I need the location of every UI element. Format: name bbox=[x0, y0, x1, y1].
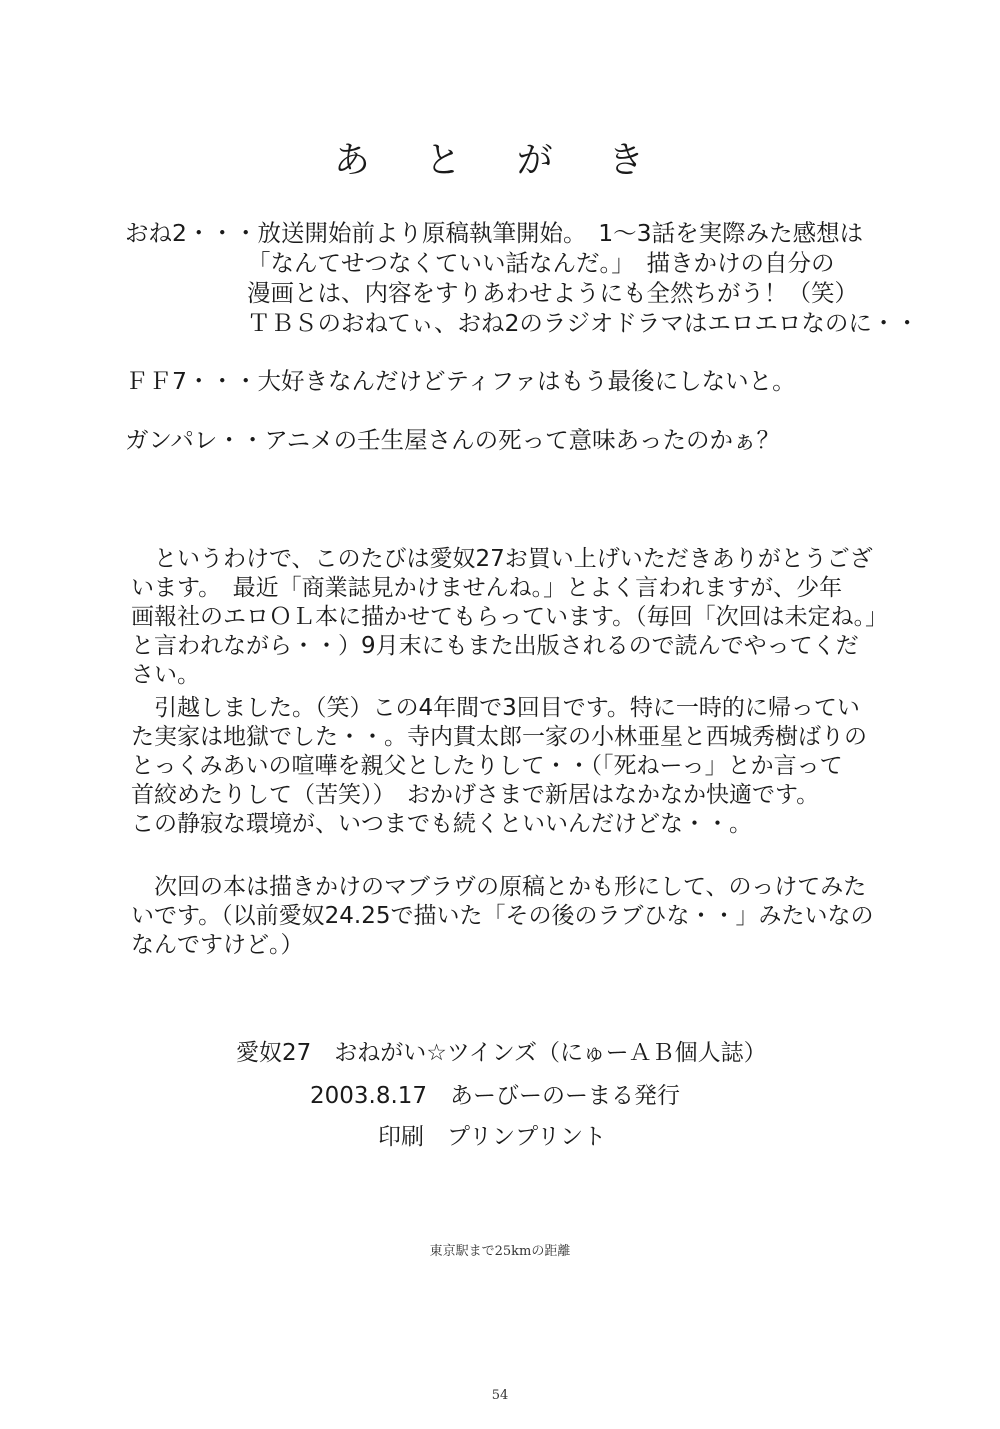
paragraph-line: 首絞めたりして（苦笑）） おかげさまで新居はなかなか快適です。 bbox=[131, 782, 820, 808]
paragraph-line: この静寂な環境が、いつまでも続くといいんだけどな・・。 bbox=[131, 811, 752, 837]
note-line: おね2・・・放送開始前より原稿執筆開始。 1〜3話を実際みた感想は bbox=[125, 219, 864, 247]
paragraph-line: 引越しました。（笑）この4年間で3回目です。特に一時的に帰ってい bbox=[131, 695, 860, 721]
colophon-issue-date: 2003.8.17 あーびーのーまる発行 bbox=[310, 1083, 681, 1109]
note-line: 漫画とは、内容をすりあわせようにも全然ちがう！（笑） bbox=[247, 279, 858, 307]
footnote: 東京駅まで25kmの距離 bbox=[429, 1244, 571, 1259]
colophon-book-title: 愛奴27 おねがい☆ツインズ（にゅーＡＢ個人誌） bbox=[236, 1040, 767, 1066]
note-ff7: ＦＦ7・・・大好きなんだけどティファはもう最後にしないと。 bbox=[125, 367, 796, 395]
colophon-printer: 印刷 プリンプリント bbox=[378, 1124, 607, 1150]
paragraph-next-book bbox=[131, 873, 941, 960]
paragraph-line: います。 最近「商業誌見かけませんね。」とよく言われますが、少年 bbox=[131, 575, 843, 601]
paragraph-line: とっくみあいの喧嘩を親父としたりして・・（「死ねーっ」とか言って bbox=[131, 753, 843, 779]
note-one2 bbox=[125, 218, 975, 338]
note-ganpare: ガンパレ・・アニメの壬生屋さんの死って意味あったのかぁ？ bbox=[125, 426, 780, 454]
paragraph-line: というわけで、このたびは愛奴27お買い上げいただきありがとうござ bbox=[131, 546, 873, 572]
paragraph-thanks bbox=[131, 545, 941, 690]
paragraph-line: と言われながら・・）9月末にもまた出版されるので読んでやってくだ bbox=[131, 633, 859, 659]
paragraph-line: 画報社のエロＯＬ本に描かせてもらっています。（毎回「次回は未定ね。」 bbox=[131, 604, 889, 630]
paragraph-moving bbox=[131, 694, 941, 839]
note-line: 「なんてせつなくていい話なんだ。」 描きかけの自分の bbox=[247, 249, 835, 277]
page-number: 54 bbox=[491, 1388, 509, 1403]
paragraph-line: さい。 bbox=[131, 662, 200, 688]
paragraph-line: いです。（以前愛奴24.25で描いた「その後のラブひな・・」みたいなの bbox=[131, 903, 874, 929]
paragraph-line: なんですけど。） bbox=[131, 932, 304, 958]
paragraph-line: 次回の本は描きかけのマブラヴの原稿とかも形にして、のっけてみた bbox=[131, 874, 867, 900]
paragraph-line: た実家は地獄でした・・。寺内貫太郎一家の小林亜星と西城秀樹ばりの bbox=[131, 724, 867, 750]
page-title: あ と が き bbox=[333, 140, 667, 181]
note-line: ＴＢＳのおねてぃ、おね2のラジオドラマはエロエロなのに・・ bbox=[247, 309, 919, 337]
